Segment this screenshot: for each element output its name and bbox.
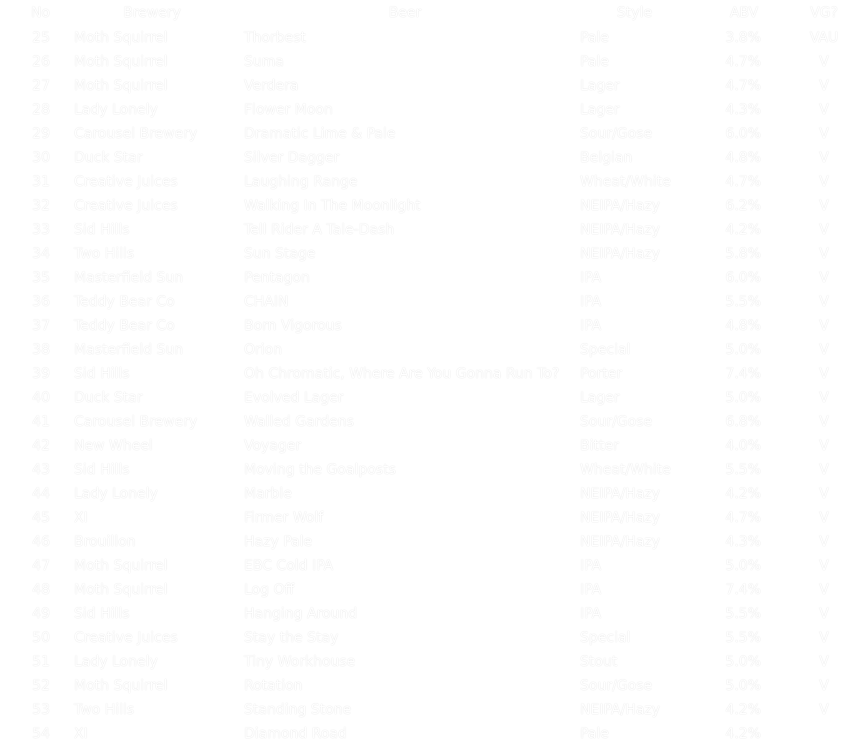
cell-vegan: V [819,438,829,454]
cell-brewery: Sid Hills [74,606,130,622]
cell-abv: 5.5% [725,606,761,622]
cell-vegan: V [819,390,829,406]
cell-brewery: Creative Juices [74,198,178,214]
cell-beer: Verdera [244,78,299,94]
cell-no: 36 [32,294,50,310]
cell-abv: 4.2% [725,702,761,718]
cell-brewery: Teddy Bear Co [74,294,175,310]
cell-style: Sour/Gose [580,414,653,430]
cell-vegan: V [819,222,829,238]
cell-brewery: Creative Juices [74,174,178,190]
cell-brewery: Carousel Brewery [74,414,198,430]
cell-brewery: Moth Squirrel [74,582,168,598]
cell-no: 39 [32,366,50,382]
cell-vegan: V [819,54,829,70]
cell-no: 38 [32,342,50,358]
cell-abv: 6.0% [725,126,761,142]
cell-abv: 5.0% [725,654,761,670]
cell-beer: Sun Stage [244,246,316,262]
table-row [0,554,859,578]
cell-vegan: V [819,174,829,190]
cell-no: 47 [32,558,50,574]
cell-abv: 7.4% [725,366,761,382]
cell-abv: 5.0% [725,390,761,406]
cell-no: 26 [32,54,50,70]
cell-vegan: V [819,414,829,430]
table-header [0,0,859,26]
cell-beer: Voyager [244,438,302,454]
cell-abv: 6.2% [725,198,761,214]
cell-vegan: V [819,318,829,334]
cell-beer: Hanging Around [244,606,358,622]
cell-vegan: V [819,654,829,670]
cell-vegan: VAU [809,30,839,46]
cell-abv: 3.8% [725,30,761,46]
cell-brewery: Lady Lonely [74,102,158,118]
cell-brewery: Teddy Bear Co [74,318,175,334]
table-row [0,338,859,362]
cell-no: 42 [32,438,50,454]
cell-style: Sour/Gose [580,126,653,142]
header-row [0,0,859,26]
cell-brewery: Two Hills [74,246,135,262]
table-row [0,650,859,674]
cell-no: 46 [32,534,50,550]
cell-beer: Flower Moon [244,102,333,118]
cell-abv: 4.2% [725,726,761,742]
cell-style: Pale [580,30,609,46]
cell-abv: 5.0% [725,342,761,358]
cell-vegan: V [819,630,829,646]
cell-style: NEIPA/Hazy [580,534,661,550]
cell-vegan: V [819,606,829,622]
cell-vegan: V [819,678,829,694]
table-row [0,482,859,506]
cell-style: NEIPA/Hazy [580,702,661,718]
cell-abv: 7.4% [725,582,761,598]
cell-vegan: V [819,486,829,502]
cell-style: IPA [580,582,602,598]
cell-vegan: V [819,534,829,550]
cell-abv: 4.7% [725,510,761,526]
cell-beer: Dramatic Lime & Pale [244,126,396,142]
cell-beer: Hazy Pale [244,534,313,550]
cell-brewery: Lady Lonely [74,654,158,670]
cell-vegan: V [819,702,829,718]
cell-style: NEIPA/Hazy [580,246,661,262]
cell-style: Lager [580,78,620,94]
cell-style: Special [580,342,631,358]
cell-brewery: Moth Squirrel [74,558,168,574]
cell-style: Stout [580,654,618,670]
cell-vegan: V [819,342,829,358]
cell-abv: 6.0% [725,270,761,286]
cell-beer: Rotation [244,678,303,694]
cell-style: NEIPA/Hazy [580,486,661,502]
table-row [0,170,859,194]
cell-brewery: New Wheel [74,438,153,454]
cell-brewery: Brouillon [74,534,136,550]
table-row [0,266,859,290]
cell-style: Lager [580,390,620,406]
cell-style: Wheat/White [580,174,671,190]
cell-abv: 4.7% [725,78,761,94]
cell-brewery: Moth Squirrel [74,78,168,94]
cell-beer: Tiny Workhouse [244,654,356,670]
cell-beer: Standing Stone [244,702,352,718]
cell-no: 44 [32,486,50,502]
cell-beer: CHAIN [244,294,289,310]
cell-brewery: Carousel Brewery [74,126,198,142]
cell-no: 52 [32,678,50,694]
cell-no: 49 [32,606,50,622]
table-row [0,458,859,482]
cell-style: IPA [580,318,602,334]
cell-vegan: V [819,558,829,574]
cell-abv: 5.5% [725,630,761,646]
header-brewery: Brewery [123,5,181,21]
cell-style: Pale [580,54,609,70]
cell-beer: Marble [244,486,292,502]
cell-vegan [789,722,859,746]
cell-beer: Evolved Lager [244,390,344,406]
table-row [0,602,859,626]
cell-brewery: Sid Hills [74,462,130,478]
cell-no: 33 [32,222,50,238]
cell-abv: 4.2% [725,222,761,238]
cell-beer: Oh Chromatic, Where Are You Gonna Run To? [244,366,560,382]
cell-abv: 6.8% [725,414,761,430]
cell-vegan: V [819,78,829,94]
cell-brewery: Moth Squirrel [74,30,168,46]
header-beer: Beer [388,5,422,21]
cell-style: Wheat/White [580,462,671,478]
cell-style: IPA [580,270,602,286]
cell-vegan: V [819,198,829,214]
cell-beer: Laughing Range [244,174,358,190]
cell-brewery: Two Hills [74,702,135,718]
cell-no: 34 [32,246,50,262]
cell-vegan: V [819,510,829,526]
cell-no: 53 [32,702,50,718]
cell-no: 27 [32,78,50,94]
cell-style: NEIPA/Hazy [580,198,661,214]
cell-vegan: V [819,270,829,286]
cell-no: 35 [32,270,50,286]
header-vegan: VG? [810,5,838,21]
table-row [0,74,859,98]
cell-beer: Moving the Goalposts [244,462,396,478]
cell-style: Belgian [580,150,633,166]
cell-brewery: Duck Star [74,390,143,406]
cell-style: NEIPA/Hazy [580,510,661,526]
cell-style: IPA [580,606,602,622]
cell-style: Bitter [580,438,619,454]
cell-brewery: Masterfield Sun [74,270,184,286]
cell-vegan: V [819,582,829,598]
cell-no: 31 [32,174,50,190]
cell-beer: Log Off [244,582,295,598]
cell-brewery: Duck Star [74,150,143,166]
cell-beer: Diamond Road [244,726,347,742]
table-row [0,362,859,386]
cell-abv: 5.5% [725,462,761,478]
table-row [0,674,859,698]
table-row [0,722,859,746]
cell-abv: 5.0% [725,558,761,574]
cell-beer: Born Vigorous [244,318,342,334]
cell-brewery: XI [74,510,88,526]
table-row [0,314,859,338]
cell-beer: Silver Dagger [244,150,340,166]
cell-abv: 4.7% [725,54,761,70]
table-row [0,194,859,218]
cell-no: 37 [32,318,50,334]
table-row [0,698,859,722]
cell-vegan: V [819,246,829,262]
table-row [0,50,859,74]
header-style: Style [616,5,653,21]
cell-no: 54 [32,726,50,742]
cell-abv: 4.8% [725,150,761,166]
table-row [0,146,859,170]
cell-brewery: Sid Hills [74,222,130,238]
cell-style: Porter [580,366,623,382]
cell-style: Special [580,630,631,646]
table-row [0,290,859,314]
cell-no: 40 [32,390,50,406]
cell-vegan: V [819,294,829,310]
cell-vegan: V [819,102,829,118]
cell-abv: 5.0% [725,678,761,694]
cell-abv: 4.3% [725,534,761,550]
cell-vegan: V [819,462,829,478]
cell-no: 25 [32,30,50,46]
cell-style: IPA [580,558,602,574]
cell-style: Pale [580,726,609,742]
cell-brewery: Sid Hills [74,366,130,382]
cell-abv: 4.2% [725,486,761,502]
cell-beer: Tell Rider A Tale-Dash [244,222,395,238]
cell-brewery: XI [74,726,88,742]
table-row [0,98,859,122]
table-row [0,434,859,458]
cell-no: 48 [32,582,50,598]
cell-vegan: V [819,366,829,382]
cell-beer: Stay the Stay [244,630,339,646]
header-no: No [30,5,50,21]
cell-no: 51 [32,654,50,670]
cell-brewery: Moth Squirrel [74,54,168,70]
cell-abv: 5.5% [725,294,761,310]
cell-vegan: V [819,126,829,142]
cell-beer: Pentagon [244,270,310,286]
cell-abv: 4.0% [725,438,761,454]
table-row [0,578,859,602]
cell-style: Lager [580,102,620,118]
table-row [0,530,859,554]
cell-beer: Thorbest [244,30,307,46]
cell-no: 28 [32,102,50,118]
cell-beer: Suma [244,54,284,70]
cell-vegan: V [819,150,829,166]
table-row [0,218,859,242]
cell-brewery: Masterfield Sun [74,342,184,358]
table-body [0,26,859,746]
table-row [0,386,859,410]
cell-no: 43 [32,462,50,478]
table-row [0,122,859,146]
cell-abv: 4.3% [725,102,761,118]
cell-no: 41 [32,414,50,430]
table-row [0,242,859,266]
cell-brewery: Lady Lonely [74,486,158,502]
cell-beer: Walled Gardens [244,414,354,430]
cell-no: 29 [32,126,50,142]
cell-style: Sour/Gose [580,678,653,694]
cell-beer: Orion [244,342,283,358]
cell-brewery: Creative Juices [74,630,178,646]
table-row [0,626,859,650]
cell-beer: Firmer Wolf [244,510,324,526]
table-row [0,26,859,50]
table-row [0,506,859,530]
cell-style: IPA [580,294,602,310]
cell-no: 32 [32,198,50,214]
cell-beer: Walking In The Moonlight [244,198,421,214]
cell-beer: EBC Cold IPA [244,558,334,574]
cell-style: NEIPA/Hazy [580,222,661,238]
header-abv: ABV [729,5,759,21]
cell-abv: 5.8% [725,246,761,262]
cell-no: 50 [32,630,50,646]
cell-brewery: Moth Squirrel [74,678,168,694]
cell-abv: 4.8% [725,318,761,334]
cell-no: 30 [32,150,50,166]
table-row [0,410,859,434]
cell-abv: 4.7% [725,174,761,190]
cell-no: 45 [32,510,50,526]
